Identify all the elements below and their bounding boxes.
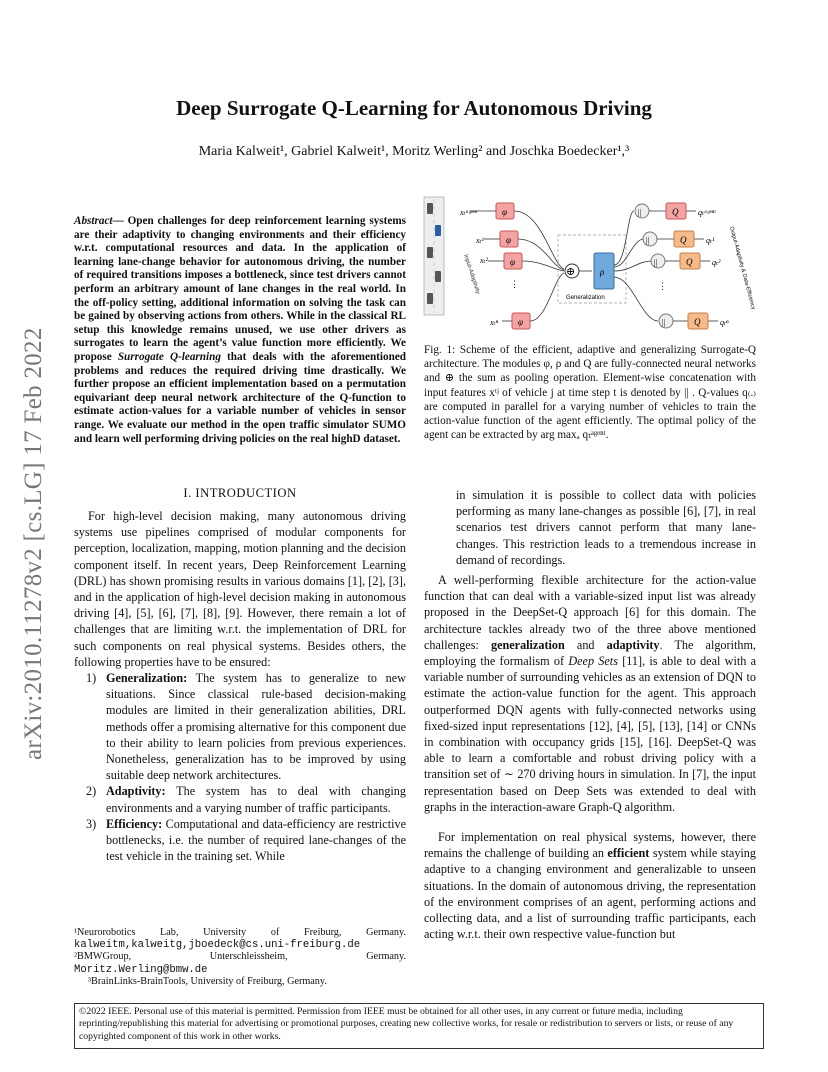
phi-symbol: φ — [518, 317, 523, 327]
footnote-email-2[interactable]: Moritz.Werling@bmw.de — [74, 963, 208, 976]
abstract — [74, 215, 406, 446]
footnote-text: Freiburg, — [304, 927, 342, 938]
list-number: 1) — [86, 671, 97, 686]
sum-symbol: ⊕ — [566, 266, 576, 278]
text: For implementation on real physical systems, however, there remains the challenge of building an — [424, 830, 756, 861]
q-module-1 — [674, 231, 694, 247]
emphasis: efficient — [607, 846, 650, 861]
rho-symbol: ρ — [600, 267, 605, 277]
text: and — [564, 637, 607, 652]
text: system while staying adaptive to a changing environment and generalizable to unseen situations. In the domain of autonomous driving, the representation of the environment comprises of an agent, performing actions and collecting data, and a list of surrounding traffic participants, each acting w.r.t. their own respective value-function but — [424, 846, 756, 942]
concat-symbol: || — [646, 236, 650, 245]
q-symbol: Q — [686, 257, 693, 267]
list-number: 2) — [86, 784, 97, 799]
q2-output: qₜ² — [712, 258, 721, 267]
footnote-text: University — [203, 927, 247, 938]
paper-title: Deep Surrogate Q-Learning for Autonomous Driving — [176, 96, 652, 120]
intro-right-column — [424, 572, 756, 942]
concat-node-n — [659, 314, 673, 328]
abstract-text-1: — Open challenges for deep reinforcement learning systems are their adaptivity to changing environments and their efficiency w.r.t. computational resources and data. In the application of learning lane-change behavior for autonomous driving, the number of required transitions imposes a bottleneck, since test drivers cannot perform an arbitrary amount of lane changes in the real world. In the off-policy setting, additional information on solving the task can be gained by observing actions from others. While in the classical RL setup this knowledge remains unused, we use other drivers as surrogates to learn the agent’s value function more efficiently. We propose — [74, 215, 406, 363]
q-symbol: Q — [672, 207, 679, 217]
phi-symbol: φ — [510, 257, 515, 267]
footnote-email-1[interactable]: kalweitm,kalweitg,jboedeck@cs.uni-freiburg.de — [74, 939, 361, 952]
intro-paragraph-3 — [424, 829, 756, 942]
list-item-text: The system has to generalize to new situations. Since classical rule-based decision-making modules are limited in their generalization abilities, DRL methods offer a promising alternative for this component due to their ability to learn policies from previous experiences. Nonetheless, generalization has to be improved by using suitable deep network architectures. — [106, 671, 406, 783]
list-item — [74, 670, 406, 783]
x1-label: xₜ¹ — [476, 236, 484, 245]
concat-symbol: || — [662, 318, 666, 327]
rho-to-concat-arrows — [614, 211, 658, 321]
qn-output: qₜⁿ — [720, 318, 729, 327]
list-item-head: Generalization: — [106, 671, 188, 686]
footnote-1 — [74, 927, 406, 939]
q-module-n — [688, 313, 708, 329]
q-agent-output: qₜᵃᵍᵉⁿᵗ — [698, 208, 716, 217]
text: . The algorithm, employing the formalism of — [424, 637, 756, 669]
list-item-text: Computational and data-efficiency are restrictive bottlenecks, i.e. the number of required lane-changes of the test vehicle in the training set. While — [106, 816, 406, 864]
footnotes — [74, 927, 406, 988]
architecture-figure — [422, 195, 758, 335]
footnote-text: Germany. — [366, 951, 406, 963]
abstract-emphasis: Surrogate Q-learning — [117, 350, 221, 363]
copyright-notice: ©2022 IEEE. Personal use of this material is permitted. Permission from IEEE must be obtained for all other uses, in any current or future media, including reprinting/republishing this material for advertising or promotional purposes, creating new collective works, for resale or redistribution to servers or lists, or reuse of any copyrighted component of this work in other works. — [74, 1003, 764, 1049]
rho-module — [594, 253, 614, 289]
abstract-label: Abstract — [74, 215, 113, 227]
footnote-text: Germany. — [366, 927, 406, 938]
concat-node-2 — [651, 254, 665, 268]
section-heading: I. INTRODUCTION — [183, 486, 297, 500]
intro-paragraph-2 — [424, 572, 756, 815]
q-symbol: Q — [680, 235, 687, 245]
q-module-2 — [680, 253, 700, 269]
abstract-text-2: that deals with the aforementioned problems and reduces the required driving time drastically. We further propose an efficient implementation based on a permutation equivariant deep neural network architecture of the Q-function to estimate action-values for a variable number of vehicles in sensor range. We evaluate our method in the open traffic simulator SUMO and learn well performing driving policies on the real highD dataset. — [74, 350, 407, 445]
concat-symbol: || — [638, 208, 642, 217]
list-continuation — [424, 487, 756, 568]
concat-node-agent — [635, 204, 649, 218]
output-adaptivity-label: Output-Adaptivity & Data-Efficiency — [728, 225, 757, 311]
q1-output: qₜ¹ — [706, 236, 715, 245]
emphasis: generalization — [490, 637, 565, 652]
list-item-text: The system has to deal with changing environments and a varying number of traffic participants. — [106, 784, 406, 815]
phi-module-n — [512, 313, 530, 329]
phi-symbol: φ — [506, 235, 511, 245]
paper-authors: Maria Kalweit¹, Gabriel Kalweit¹, Moritz Werling² and Joschka Boedecker¹,³ — [198, 144, 630, 159]
intro-paragraph-1: For high-level decision making, many autonomous driving systems use pipelines comprised of modular components for perception, localization, mapping, motion planning and the decision component itself. In recent years, Deep Reinforcement Learning (DRL) has shown promising results in various domains [1], [2], [3], and in the application of high-level decision making in autonomous driving [4], [5], [6], [7], [8], [9]. However, there remain a lot of challenges that are limiting w.r.t. the implementation of DRL for such components on real physical systems. Besides others, the following properties have to be ensured: — [74, 509, 406, 669]
properties-list — [74, 670, 406, 864]
list-item-head: Adaptivity: — [106, 784, 166, 799]
footnote-2 — [74, 951, 406, 963]
phi-module-2 — [504, 253, 522, 269]
list-item-3-continuation: in simulation it is possible to collect data with policies performing as many lane-changes as possible [6], [7], in real scenarios test drivers cannot perform that many lane-changes. This restriction leads to a tremendous increase in demand of recordings. — [456, 488, 756, 567]
road-icon — [424, 197, 444, 315]
generalization-label: Generalization — [566, 295, 605, 301]
footnote-text: ²BMWGroup, — [74, 951, 132, 963]
concat-dots: ⋮ — [658, 281, 667, 291]
list-item-head: Efficiency: — [106, 816, 163, 831]
footnote-text: Lab, — [160, 927, 179, 938]
concat-node-1 — [643, 232, 657, 246]
xn-label: xₜⁿ — [490, 318, 499, 327]
list-item — [74, 816, 406, 865]
footnote-text: of — [270, 927, 280, 938]
emphasis: Deep Sets — [568, 654, 618, 669]
phi-dots: ⋮ — [510, 279, 519, 289]
x-agent-label: xₜᵃᵍᵉⁿᵗ — [460, 208, 477, 217]
input-adaptivity-label: Input-Adaptivity — [462, 253, 481, 295]
sum-pool — [565, 264, 579, 278]
q-module-agent — [666, 203, 686, 219]
list-item — [74, 783, 406, 815]
phi-module-agent — [496, 203, 514, 219]
footnote-3: ³BrainLinks-BrainTools, University of Freiburg, Germany. — [88, 975, 327, 987]
list-number: 3) — [86, 816, 97, 831]
arxiv-stamp: arXiv:2010.11278v2 [cs.LG] 17 Feb 2022 — [20, 327, 47, 760]
text: [11], is able to deal with a variable number of surrounding vehicles as an extension of DQN to estimate the action-value function for the agent. This approach outperformed DQN agents with fully-connected networks using fixed-sized input representations [12], [4], [5], [13], [14] or CNNs in combination with occupancy grids [15], [16]. DeepSet-Q was able to learn a comfortable and robust driving policy with a transition set of ∼ 270 driving hours in simulation. In [7], the input representation based on Deep Sets was extended to deal with graphs in the interaction-aware Graph-Q algorithm. — [424, 654, 756, 814]
phi-symbol: φ — [502, 207, 507, 217]
phi-module-1 — [500, 231, 518, 247]
intro-left-column — [74, 508, 406, 864]
footnote-text: ¹Neurorobotics — [74, 927, 136, 938]
x2-label: xₜ² — [480, 256, 488, 265]
footnote-text: Unterschleissheim, — [209, 951, 288, 963]
emphasis: adaptivity — [606, 637, 660, 652]
figure-caption: Fig. 1: Scheme of the efficient, adaptive and generalizing Surrogate-Q architecture. The modules φ, ρ and Q are fully-connected neural networks and ⊕ the sum as pooling operation. Element-wise concatenation with input features xᵗʲ of vehicle j at time step t is denoted by || . Q-values q₍.₎ are computed in parallel for a varying number of vehicles to train the action-value function of the agent efficiently. The optimal policy of the agent can be extracted by arg maxₐ qₜᵃᵍᵉⁿᵗ. — [424, 344, 756, 442]
concat-symbol: || — [654, 258, 658, 267]
text: A well-performing flexible architecture for the action-value function that can deal with a variable-sized input list was already proposed in the DeepSet-Q approach [6] for this domain. The architecture tackles already two of the three above mentioned challenges: — [424, 573, 756, 652]
q-symbol: Q — [694, 317, 701, 327]
